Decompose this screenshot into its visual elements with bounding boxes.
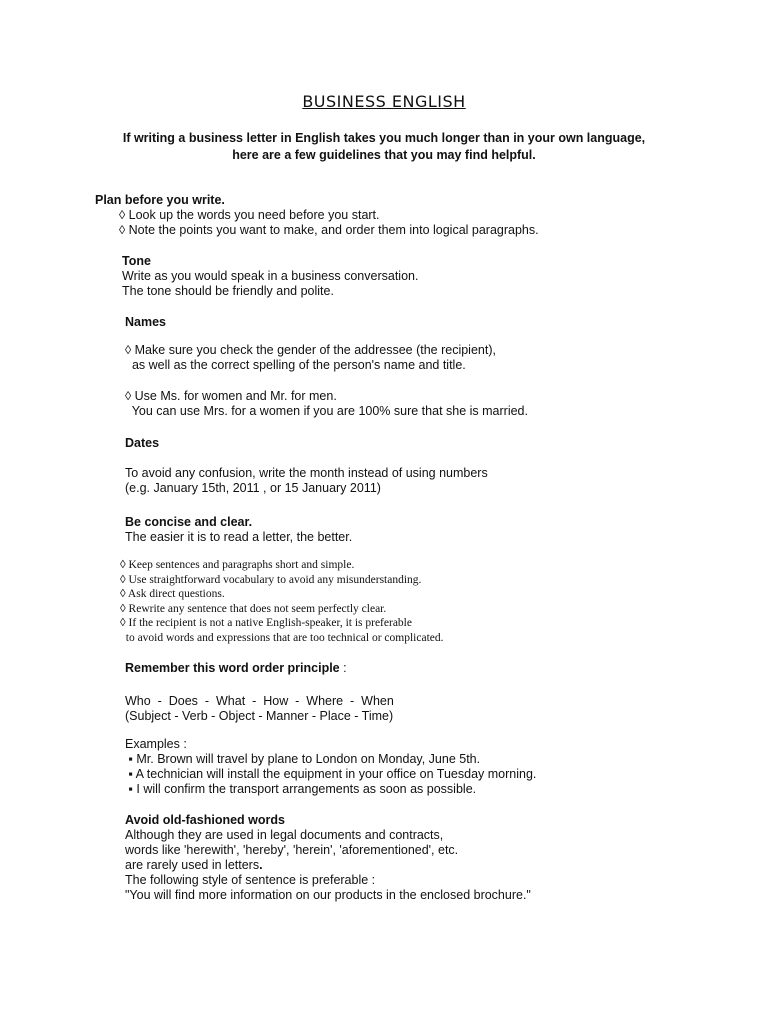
- section-old-fashioned: [125, 812, 531, 903]
- concise-bullet: ◊ If the recipient is not a native English-speaker, it is preferable: [120, 617, 412, 629]
- old-fashioned-line: The following style of sentence is preferable :: [125, 873, 376, 887]
- example-item: ▪ Mr. Brown will travel by plane to London on Monday, June 5th.: [125, 752, 481, 766]
- dates-line: To avoid any confusion, write the month instead of using numbers: [125, 466, 488, 480]
- document-title: BUSINESS ENGLISH: [302, 92, 466, 111]
- section-dates: [125, 435, 488, 496]
- concise-bullet: ◊ Use straightforward vocabulary to avoid any misunderstanding.: [120, 573, 422, 586]
- section-plan: [95, 192, 539, 238]
- section-heading-tone: Tone: [122, 254, 151, 268]
- word-order-heading-text: Remember this word order principle: [125, 661, 340, 675]
- concise-bullet-list: [120, 558, 444, 645]
- plan-bullet: ◊ Note the points you want to make, and order them into logical paragraphs.: [119, 223, 539, 237]
- section-heading-concise: Be concise and clear.: [125, 515, 253, 529]
- word-order-line: Who - Does - What - How - Where - When: [125, 694, 394, 708]
- section-tone: [122, 253, 418, 299]
- word-order-principle: [125, 694, 394, 724]
- example-item: ▪ A technician will install the equipment in your office on Tuesday morning.: [125, 767, 537, 781]
- old-fashioned-line: words like 'herewith', 'hereby', 'herein', 'aforementioned', etc.: [125, 843, 459, 857]
- plan-bullet: ◊ Look up the words you need before you start.: [119, 208, 380, 222]
- old-fashioned-rarely: are rarely used in letters: [125, 858, 260, 872]
- word-order-line: (Subject - Verb - Object - Manner - Place - Time): [125, 709, 394, 723]
- examples-label: Examples :: [125, 737, 187, 751]
- intro-line: If writing a business letter in English takes you much longer than in your own language,: [122, 131, 646, 145]
- section-names: [125, 314, 528, 419]
- tone-line: Write as you would speak in a business conversation.: [122, 269, 419, 283]
- concise-bullet: ◊ Rewrite any sentence that does not seem perfectly clear.: [120, 602, 387, 615]
- intro-paragraph: [0, 130, 768, 164]
- old-fashioned-period: .: [259, 858, 263, 872]
- dates-line: (e.g. January 15th, 2011 , or 15 January 2011): [125, 481, 381, 495]
- tone-line: The tone should be friendly and polite.: [122, 284, 334, 298]
- names-line: ◊ Make sure you check the gender of the addressee (the recipient),: [125, 343, 496, 357]
- old-fashioned-line: [125, 858, 531, 873]
- concise-bullet: ◊ Keep sentences and paragraphs short and simple.: [120, 559, 355, 571]
- concise-bullet: ◊ Ask direct questions.: [120, 588, 225, 600]
- old-fashioned-line: Although they are used in legal documents and contracts,: [125, 828, 444, 842]
- word-order-heading-colon: :: [339, 661, 347, 675]
- examples-block: [125, 737, 536, 797]
- names-line: as well as the correct spelling of the person's name and title.: [125, 358, 466, 372]
- intro-line: here are a few guidelines that you may find helpful.: [232, 148, 536, 162]
- section-heading-dates: Dates: [125, 436, 160, 450]
- names-line: ◊ Use Ms. for women and Mr. for men.: [125, 389, 337, 403]
- concise-intro: The easier it is to read a letter, the better.: [125, 530, 353, 544]
- section-heading-names: Names: [125, 315, 166, 329]
- section-concise: [125, 514, 352, 545]
- section-heading-plan: Plan before you write.: [95, 193, 225, 207]
- section-heading-old-fashioned: Avoid old-fashioned words: [125, 813, 285, 827]
- example-item: ▪ I will confirm the transport arrangements as soon as possible.: [125, 782, 477, 796]
- concise-bullet: to avoid words and expressions that are too technical or complicated.: [120, 631, 444, 644]
- word-order-heading: [125, 661, 347, 676]
- old-fashioned-quote: "You will find more information on our products in the enclosed brochure.": [125, 888, 531, 902]
- names-line: You can use Mrs. for a women if you are 100% sure that she is married.: [125, 404, 528, 418]
